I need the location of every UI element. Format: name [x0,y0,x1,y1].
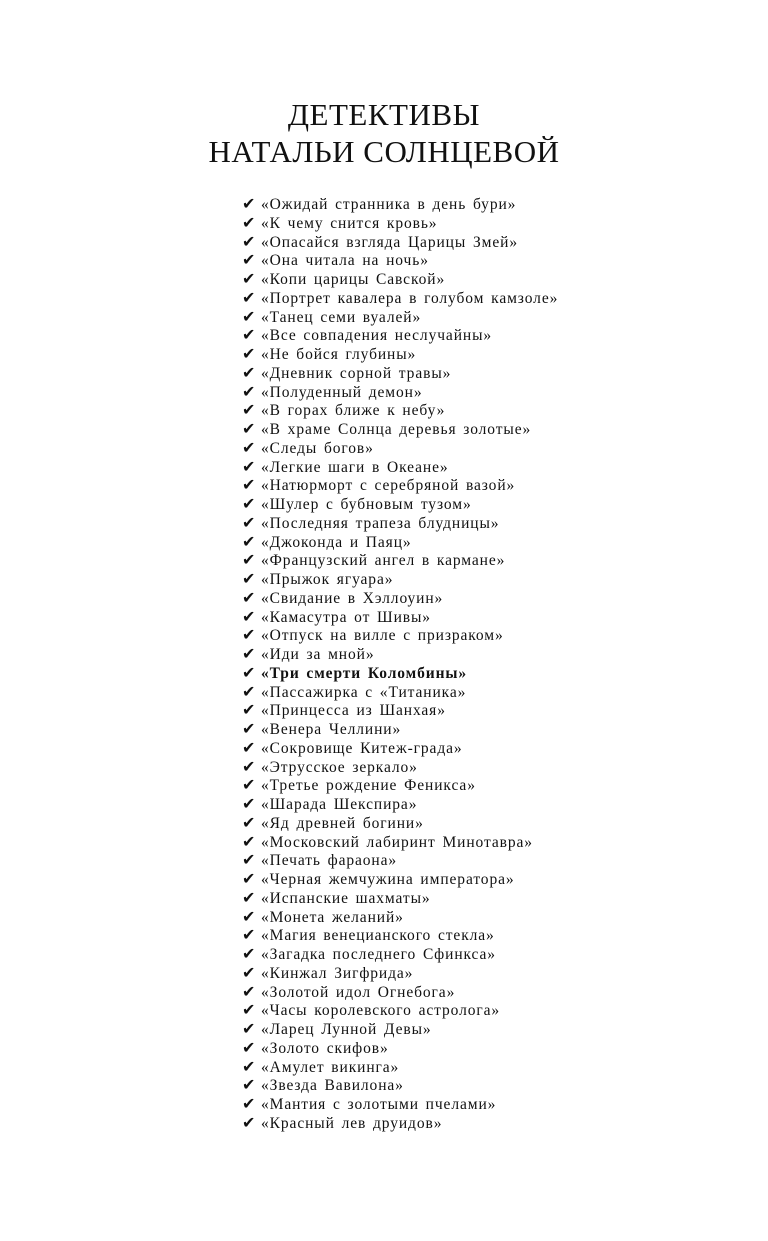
list-item [242,234,558,253]
list-item [242,1077,558,1096]
book-title: «В горах ближе к небу» [261,402,446,420]
book-title: «Следы богов» [261,439,374,457]
check-mark-icon: ✔ [242,308,257,326]
list-item [242,440,558,459]
book-title: «Пассажирка с «Титаника» [261,683,467,701]
list-item [242,1040,558,1059]
check-mark-icon: ✔ [242,777,257,795]
check-mark-icon: ✔ [242,383,257,401]
list-item [242,890,558,909]
book-title: «Танец семи вуалей» [261,308,422,326]
check-mark-icon: ✔ [242,908,257,926]
list-item [242,365,558,384]
check-mark-icon: ✔ [242,946,257,963]
check-mark-icon: ✔ [242,889,257,907]
book-title: «Свидание в Хэллоуин» [261,589,444,607]
list-item [242,290,558,309]
check-mark-icon: ✔ [242,289,257,307]
title-line-2: НАТАЛЬИ СОЛНЦЕВОЙ [208,134,560,169]
book-title: «Мантия с золотыми пчелами» [261,1096,497,1113]
check-mark-icon: ✔ [242,552,257,570]
check-mark-icon: ✔ [242,271,257,288]
book-title: «Звезда Вавилона» [261,1077,404,1095]
list-item [242,1096,558,1115]
book-title: «Последняя трапеза блудницы» [261,514,500,532]
book-title: «Магия венецианского стекла» [261,927,495,945]
list-item [242,271,558,290]
book-title: «Прыжок ягуара» [261,571,394,588]
check-mark-icon: ✔ [242,814,257,832]
list-item [242,402,558,421]
book-title: «Камасутра от Шивы» [261,608,431,626]
check-mark-icon: ✔ [242,233,257,251]
check-mark-icon: ✔ [242,1039,257,1057]
check-mark-icon: ✔ [242,627,257,645]
book-title: «Французский ангел в кармане» [261,552,506,570]
book-title: «Кинжал Зигфрида» [261,964,414,982]
list-item [242,759,558,778]
book-title: «Амулет викинга» [261,1058,400,1076]
check-mark-icon: ✔ [242,1021,257,1038]
list-item [242,552,558,571]
list-item [242,1059,558,1078]
list-item [242,965,558,984]
list-item [242,327,558,346]
book-title: «Не бойся глубины» [261,346,417,363]
check-mark-icon: ✔ [242,514,257,532]
book-title: «Отпуск на вилле с призраком» [261,627,504,645]
list-item [242,459,558,478]
check-mark-icon: ✔ [242,1002,257,1020]
list-item [242,1021,558,1040]
check-mark-icon: ✔ [242,983,257,1001]
check-mark-icon: ✔ [242,852,257,870]
book-title: «Копи царицы Савской» [261,271,446,288]
check-mark-icon: ✔ [242,533,257,551]
book-title: «В храме Солнца деревья золотые» [261,421,532,438]
book-title: «Полуденный демон» [261,383,423,401]
check-mark-icon: ✔ [242,252,257,270]
check-mark-icon: ✔ [242,458,257,476]
list-item [242,571,558,590]
list-item [242,909,558,928]
list-item [242,496,558,515]
list-item [242,946,558,965]
check-mark-icon: ✔ [242,702,257,720]
check-mark-icon: ✔ [242,327,257,345]
book-title: «Черная жемчужина императора» [261,871,515,888]
list-item [242,684,558,703]
check-mark-icon: ✔ [242,739,257,757]
check-mark-icon: ✔ [242,496,257,513]
book-title: «Московский лабиринт Минотавра» [261,833,533,851]
check-mark-icon: ✔ [242,1096,257,1113]
book-title: «Монета желаний» [261,908,404,926]
list-item [242,1115,558,1134]
check-mark-icon: ✔ [242,871,257,888]
list-item [242,215,558,234]
list-item [242,196,558,215]
book-title: «Она читала на ночь» [261,252,429,270]
list-item [242,871,558,890]
book-title: «Портрет кавалера в голубом камзоле» [261,289,559,307]
check-mark-icon: ✔ [242,1077,257,1095]
book-title: «Загадка последнего Сфинкса» [261,946,496,963]
check-mark-icon: ✔ [242,402,257,420]
list-item [242,252,558,271]
check-mark-icon: ✔ [242,196,257,213]
book-title: «Часы королевского астролога» [261,1002,501,1020]
list-item [242,627,558,646]
book-title: «Этрусское зеркало» [261,758,418,776]
check-mark-icon: ✔ [242,477,257,495]
check-mark-icon: ✔ [242,796,257,813]
book-title: «Золото скифов» [261,1039,389,1057]
book-title: «Все совпадения неслучайны» [261,327,493,345]
list-item [242,927,558,946]
book-title: «Опасайся взгляда Царицы Змей» [261,233,518,251]
check-mark-icon: ✔ [242,589,257,607]
book-title: «Дневник сорной травы» [261,364,452,382]
list-item [242,646,558,665]
title-line-1: ДЕТЕКТИВЫ [287,97,481,132]
list-item [242,346,558,365]
list-item [242,384,558,403]
check-mark-icon: ✔ [242,927,257,945]
list-item [242,796,558,815]
book-title: «Три смерти Коломбины» [261,664,468,682]
list-item [242,309,558,328]
book-title: «Джоконда и Паяц» [261,533,412,551]
book-title: «Печать фараона» [261,852,398,870]
book-title: «Легкие шаги в Океане» [261,458,449,476]
book-title: «Принцесса из Шанхая» [261,702,446,720]
book-title: «Натюрморт с серебряной вазой» [261,477,516,495]
page-title [0,96,768,170]
check-mark-icon: ✔ [242,646,257,663]
list-item [242,777,558,796]
book-title: «Шулер с бубновым тузом» [261,496,472,513]
book-title: «К чему снится кровь» [261,214,438,232]
check-mark-icon: ✔ [242,439,257,457]
check-mark-icon: ✔ [242,758,257,776]
list-item [242,421,558,440]
check-mark-icon: ✔ [242,721,257,738]
check-mark-icon: ✔ [242,421,257,438]
book-title: «Шарада Шекспира» [261,796,418,813]
check-mark-icon: ✔ [242,364,257,382]
book-list [242,196,558,1134]
book-title: «Сокровище Китеж-града» [261,739,463,757]
list-item [242,609,558,628]
book-title: «Золотой идол Огнебога» [261,983,456,1001]
check-mark-icon: ✔ [242,683,257,701]
list-item [242,590,558,609]
check-mark-icon: ✔ [242,346,257,363]
list-item [242,852,558,871]
check-mark-icon: ✔ [242,608,257,626]
book-title: «Ожидай странника в день бури» [261,196,517,213]
list-item [242,721,558,740]
list-item [242,834,558,853]
book-title: «Испанские шахматы» [261,889,431,907]
check-mark-icon: ✔ [242,1058,257,1076]
check-mark-icon: ✔ [242,833,257,851]
list-item [242,702,558,721]
book-title: «Ларец Лунной Девы» [261,1021,432,1038]
list-item [242,534,558,553]
book-title: «Иди за мной» [261,646,375,663]
list-item [242,515,558,534]
book-title: «Третье рождение Феникса» [261,777,476,795]
check-mark-icon: ✔ [242,664,257,682]
list-item [242,1002,558,1021]
list-item [242,477,558,496]
check-mark-icon: ✔ [242,1114,257,1132]
book-title: «Красный лев друидов» [261,1114,443,1132]
book-title: «Яд древней богини» [261,814,424,832]
list-item [242,984,558,1003]
check-mark-icon: ✔ [242,214,257,232]
check-mark-icon: ✔ [242,571,257,588]
list-item [242,740,558,759]
check-mark-icon: ✔ [242,964,257,982]
list-item [242,665,558,684]
book-title: «Венера Челлини» [261,721,402,738]
list-item [242,815,558,834]
